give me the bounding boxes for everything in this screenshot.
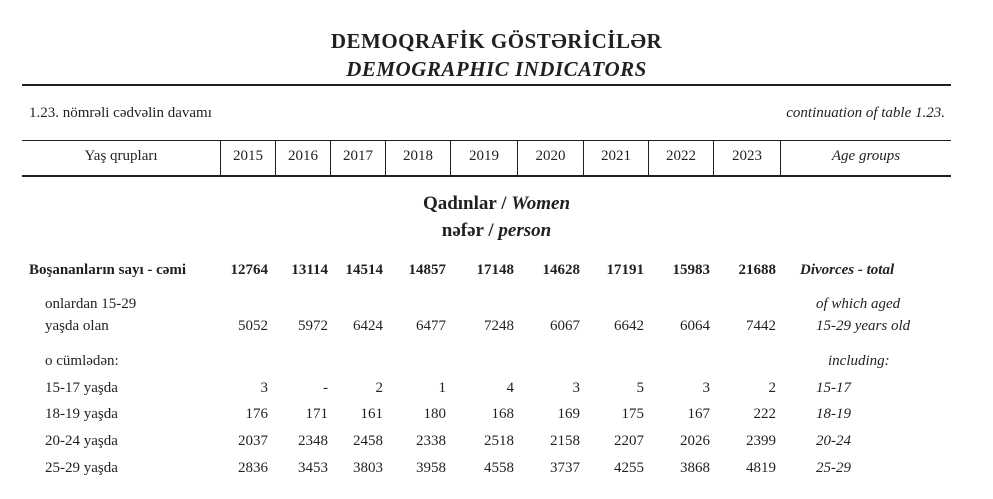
row-label: yaşda olan [45,318,109,334]
page-title-english: DEMOGRAPHIC INDICATORS [346,57,647,81]
table-cell: 161 [360,406,383,422]
row-label: 25-29 yaşda [45,460,118,476]
table-cell: 3737 [550,460,580,476]
table-cell: 5052 [238,318,268,334]
table-cell: 167 [687,406,710,422]
table-cell: 3958 [416,460,446,476]
header-year: 2019 [469,148,499,164]
header-year: 2017 [343,148,373,164]
table-cell: 4558 [484,460,514,476]
table-cell: 5 [636,380,644,396]
row-label-english: 25-29 [816,460,851,476]
table-cell: 6477 [416,318,446,334]
row-label: o cümlədən: [45,353,119,369]
table-cell: 3803 [353,460,383,476]
table-cell: 2207 [614,433,644,449]
row-label-english: Divorces - total [800,262,895,278]
header-year: 2021 [601,148,631,164]
row-label: onlardan 15-29 [45,296,137,312]
table-cell: 17148 [476,262,514,278]
header-year: 2023 [732,148,762,164]
page-title: DEMOQRAFİK GÖSTƏRİCİLƏR [330,29,663,53]
row-label-english: 15-29 years old [816,318,911,334]
table-cell: 2158 [550,433,580,449]
table-cell: 3 [260,380,268,396]
table-cell: 171 [305,406,328,422]
table-cell: 3868 [680,460,710,476]
section-title-az: Qadınlar / [422,193,512,214]
table-cell: 2836 [238,460,268,476]
table-cell: 4255 [614,460,644,476]
table-cell: 1 [438,380,446,396]
table-cell: 3453 [298,460,328,476]
table-cell: 175 [621,406,644,422]
section-title [0,193,993,215]
row-label-english: 15-17 [816,380,851,396]
table-cell: 2458 [353,433,383,449]
header-age-groups-english: Age groups [831,148,901,164]
table-cell: 3 [572,380,580,396]
section-unit-en: person [498,220,552,241]
row-label-english: 20-24 [816,433,851,449]
row-label-english: 18-19 [816,406,851,422]
row-label-english: including: [828,353,890,369]
table-cell: 6064 [680,318,710,334]
row-label: Boşananların sayı - cəmi [29,262,187,278]
table-cell: 2037 [238,433,268,449]
header-year: 2016 [288,148,318,164]
table-cell: 6642 [614,318,644,334]
table-cell: 2518 [484,433,514,449]
header-age-groups: Yaş qrupları [84,148,158,164]
table-cell: 14857 [408,262,446,278]
table-cell: 168 [491,406,514,422]
table-cell: 5972 [298,318,328,334]
table-cell: 2348 [298,433,328,449]
row-label-english: of which aged [816,296,901,312]
table-cell: 13114 [291,262,328,278]
table-cell: 176 [245,406,268,422]
header-year: 2015 [233,148,263,164]
table-cell: 3 [702,380,710,396]
table-cell: 14514 [345,262,383,278]
table-cell: 14628 [542,262,580,278]
header-year: 2018 [403,148,433,164]
table-cell: 169 [557,406,580,422]
table-cell: 2026 [680,433,710,449]
table-cell: 4819 [746,460,776,476]
table-cell: 7248 [484,318,514,334]
table-cell: 21688 [738,262,776,278]
table-cell: 2 [768,380,776,396]
table-cell: 2338 [416,433,446,449]
section-unit [0,220,993,242]
section-title-en: Women [511,193,571,214]
table-cell: 15983 [672,262,710,278]
table-cell: 222 [753,406,776,422]
table-cell: - [323,380,328,396]
section-unit-az: nəfər / [441,220,499,241]
header-year: 2020 [535,148,566,164]
table-cell: 4 [506,380,514,396]
top-rule [22,84,951,86]
table-cell: 12764 [230,262,268,278]
row-label: 20-24 yaşda [45,433,118,449]
row-label: 18-19 yaşda [45,406,118,422]
table-cell: 7442 [746,318,776,334]
table-cell: 17191 [606,262,644,278]
continuation-note: 1.23. nömrəli cədvəlin davamı [29,105,212,121]
table-cell: 6067 [550,318,580,334]
row-label: 15-17 yaşda [45,380,118,396]
continuation-note-english: continuation of table 1.23. [786,105,945,121]
table-cell: 2 [375,380,383,396]
header-year: 2022 [666,148,696,164]
table-cell: 2399 [746,433,776,449]
table-cell: 180 [423,406,446,422]
table-cell: 6424 [353,318,383,334]
